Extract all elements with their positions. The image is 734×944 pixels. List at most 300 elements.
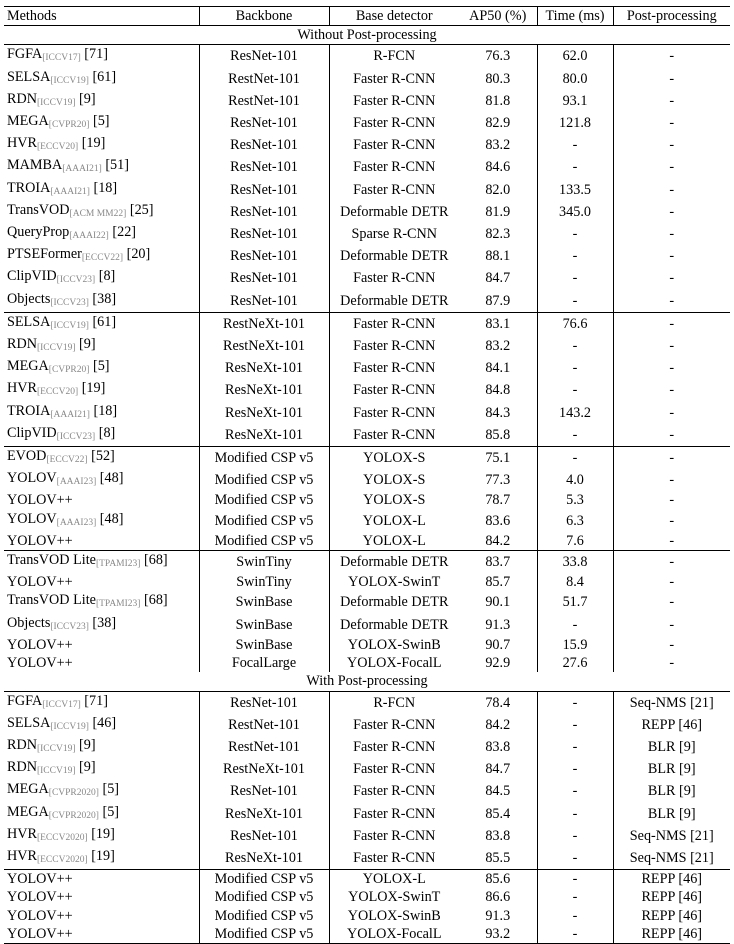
method-name: TransVOD Lite xyxy=(7,592,96,609)
method-venue: [ICCV19] xyxy=(50,320,89,331)
method-ref: [5] xyxy=(102,803,120,820)
method-cell xyxy=(4,469,199,491)
method-name: SELSA xyxy=(7,714,51,731)
ap50-cell: 75.1 xyxy=(459,447,537,470)
method-cell xyxy=(4,636,199,654)
table-row xyxy=(4,223,730,245)
method-name: HVR xyxy=(7,135,37,152)
post-processing-cell: - xyxy=(613,551,730,574)
section-title: Without Post-processing xyxy=(4,26,730,45)
backbone-cell: ResNet-101 xyxy=(199,825,329,847)
table-row xyxy=(4,312,730,335)
detector-cell: Deformable DETR xyxy=(340,616,449,633)
time-cell: 93.1 xyxy=(537,90,613,112)
detector-cell: Deformable DETR xyxy=(340,248,449,265)
time-cell: - xyxy=(537,803,613,825)
backbone-cell: Modified CSP v5 xyxy=(199,925,329,944)
backbone-cell: SwinBase xyxy=(199,636,329,654)
method-venue: [ECCV2020] xyxy=(36,832,88,843)
method-ref: [52] xyxy=(91,448,115,465)
method-cell xyxy=(4,245,199,267)
table-row xyxy=(4,45,730,68)
detector-cell: Faster R-CNN xyxy=(353,849,436,866)
detector-cell: YOLOX-S xyxy=(363,492,426,509)
method-name: YOLOV++ xyxy=(7,532,73,549)
method-ref: [38] xyxy=(92,290,117,307)
time-cell: - xyxy=(537,223,613,245)
method-ref: [5] xyxy=(92,113,110,130)
backbone-cell: RestNet-101 xyxy=(199,68,329,90)
method-venue: [ECCV22] xyxy=(81,253,124,264)
detector-cell: Faster R-CNN xyxy=(353,159,436,176)
method-venue: [TPAMI23] xyxy=(95,559,141,570)
table-row xyxy=(4,424,730,447)
method-ref: [25] xyxy=(129,201,154,218)
method-venue: [CVPR20] xyxy=(48,120,90,131)
ap50-cell: 84.6 xyxy=(459,156,537,178)
table-row xyxy=(4,925,730,944)
method-name: ClipVID xyxy=(7,424,57,441)
detector-cell: R-FCN xyxy=(373,694,416,711)
time-cell: - xyxy=(537,780,613,802)
backbone-cell: RestNet-101 xyxy=(199,714,329,736)
backbone-cell: Modified CSP v5 xyxy=(199,491,329,509)
method-cell xyxy=(4,267,199,289)
ap50-cell: 84.7 xyxy=(459,758,537,780)
detector-cell: YOLOX-L xyxy=(329,870,459,889)
method-name: MEGA xyxy=(7,803,49,820)
method-name: Objects xyxy=(7,290,51,307)
method-cell xyxy=(4,68,199,90)
method-ref: [9] xyxy=(79,336,96,353)
header-ap50: AP50 (%) xyxy=(459,7,537,26)
detector-cell: YOLOX-FocalL xyxy=(329,925,459,944)
backbone-cell: SwinTiny xyxy=(199,573,329,591)
ap50-cell: 76.3 xyxy=(459,45,537,68)
section-title: With Post-processing xyxy=(4,672,730,691)
method-venue: [ECCV20] xyxy=(36,142,79,153)
post-processing-cell: - xyxy=(669,181,675,198)
results-table xyxy=(4,6,730,944)
backbone-cell: ResNet-101 xyxy=(199,45,329,68)
method-venue: [ICCV17] xyxy=(42,699,81,710)
ap50-cell: 90.7 xyxy=(459,636,537,654)
method-venue: [CVPR20] xyxy=(48,365,90,376)
method-venue: [ECCV22] xyxy=(46,455,88,466)
method-cell xyxy=(4,90,199,112)
ap50-cell: 77.3 xyxy=(459,469,537,491)
time-cell: 121.8 xyxy=(537,112,613,134)
ap50-cell: 84.3 xyxy=(459,402,537,424)
ap50-cell: 81.8 xyxy=(459,90,537,112)
post-processing-cell: - xyxy=(613,447,730,470)
detector-cell: YOLOX-L xyxy=(362,512,426,529)
ap50-cell: 85.7 xyxy=(459,573,537,591)
time-cell: 6.3 xyxy=(537,510,613,532)
time-cell: - xyxy=(537,335,613,357)
post-processing-cell: Seq-NMS [21] xyxy=(629,694,714,711)
method-name: MEGA xyxy=(7,358,49,375)
backbone-cell: ResNet-101 xyxy=(199,245,329,267)
table-row xyxy=(4,532,730,551)
method-ref: [8] xyxy=(98,424,116,441)
backbone-cell: ResNet-101 xyxy=(199,290,329,313)
post-processing-cell: REPP [46] xyxy=(641,716,703,733)
method-cell xyxy=(4,379,199,401)
method-name: YOLOV++ xyxy=(7,871,73,888)
method-cell xyxy=(4,424,199,447)
detector-cell: Faster R-CNN xyxy=(353,270,436,287)
method-cell xyxy=(4,402,199,424)
method-name: Objects xyxy=(7,614,51,631)
ap50-cell: 85.5 xyxy=(459,847,537,870)
table-row xyxy=(4,736,730,758)
detector-cell: Faster R-CNN xyxy=(353,137,436,154)
time-cell: - xyxy=(537,357,613,379)
detector-cell: YOLOX-SwinT xyxy=(348,889,441,906)
method-name: TROIA xyxy=(7,179,51,196)
method-cell xyxy=(4,510,199,532)
detector-cell: YOLOX-S xyxy=(363,472,426,489)
detector-cell: Deformable DETR xyxy=(340,203,449,220)
method-name: QueryProp xyxy=(7,224,70,241)
method-name: MAMBA xyxy=(7,157,63,174)
method-ref: [19] xyxy=(81,380,106,397)
table-body xyxy=(4,26,730,944)
backbone-cell: Modified CSP v5 xyxy=(199,510,329,532)
method-name: TransVOD Lite xyxy=(7,552,96,569)
ap50-cell: 84.7 xyxy=(459,267,537,289)
time-cell: 27.6 xyxy=(537,654,613,672)
post-processing-cell: BLR [9] xyxy=(647,761,696,778)
method-cell xyxy=(4,312,199,335)
method-venue: [ICCV19] xyxy=(50,721,89,732)
time-cell: 143.2 xyxy=(537,402,613,424)
table-row xyxy=(4,379,730,401)
post-processing-cell: REPP [46] xyxy=(641,907,703,924)
ap50-cell: 87.9 xyxy=(459,290,537,313)
header-time: Time (ms) xyxy=(537,7,613,26)
method-venue: [ICCV17] xyxy=(42,53,81,64)
method-name: HVR xyxy=(7,380,37,397)
time-cell: - xyxy=(537,870,613,889)
time-cell: - xyxy=(537,290,613,313)
method-ref: [9] xyxy=(79,736,96,753)
backbone-cell: Modified CSP v5 xyxy=(199,532,329,551)
post-processing-cell: Seq-NMS [21] xyxy=(629,827,714,844)
detector-cell: Deformable DETR xyxy=(329,551,459,574)
detector-cell: Faster R-CNN xyxy=(329,312,459,335)
method-cell xyxy=(4,654,199,672)
post-processing-cell: - xyxy=(669,137,675,154)
time-cell: 345.0 xyxy=(537,201,613,223)
ap50-cell: 84.1 xyxy=(459,357,537,379)
post-processing-cell: - xyxy=(669,338,675,355)
method-name: RDN xyxy=(7,336,37,353)
backbone-cell: RestNeXt-101 xyxy=(199,312,329,335)
table-row xyxy=(4,758,730,780)
table-row xyxy=(4,714,730,736)
method-name: TROIA xyxy=(7,402,51,419)
table-row xyxy=(4,267,730,289)
post-processing-cell: - xyxy=(669,382,675,399)
method-name: RDN xyxy=(7,736,37,753)
method-cell xyxy=(4,532,199,551)
table-row xyxy=(4,402,730,424)
method-ref: [8] xyxy=(98,268,116,285)
method-venue: [AAAI23] xyxy=(56,517,97,528)
backbone-cell: ResNeXt-101 xyxy=(199,847,329,870)
method-name: FGFA xyxy=(7,692,43,709)
detector-cell: Faster R-CNN xyxy=(353,360,436,377)
time-cell: 7.6 xyxy=(537,532,613,551)
ap50-cell: 82.9 xyxy=(459,112,537,134)
method-ref: [68] xyxy=(144,592,168,609)
method-venue: [ACM MM22] xyxy=(69,208,127,219)
method-name: TransVOD xyxy=(7,201,70,218)
method-ref: [5] xyxy=(102,781,120,798)
table-row xyxy=(4,551,730,574)
method-cell xyxy=(4,335,199,357)
header-post-processing: Post-processing xyxy=(613,7,730,26)
time-cell: 15.9 xyxy=(537,636,613,654)
table-row xyxy=(4,510,730,532)
method-ref: [19] xyxy=(91,847,115,864)
table-row xyxy=(4,68,730,90)
method-venue: [AAAI21] xyxy=(62,164,102,175)
method-name: RDN xyxy=(7,90,37,107)
time-cell: - xyxy=(537,736,613,758)
detector-cell: Faster R-CNN xyxy=(353,426,436,443)
method-ref: [68] xyxy=(144,552,168,569)
ap50-cell: 86.6 xyxy=(459,888,537,906)
ap50-cell: 92.9 xyxy=(459,654,537,672)
table-row xyxy=(4,245,730,267)
backbone-cell: FocalLarge xyxy=(199,654,329,672)
header-row xyxy=(4,7,730,26)
time-cell: - xyxy=(537,888,613,906)
method-cell xyxy=(4,156,199,178)
method-ref: [38] xyxy=(92,614,117,631)
method-name: YOLOV++ xyxy=(7,925,73,942)
method-ref: [18] xyxy=(93,402,118,419)
backbone-cell: Modified CSP v5 xyxy=(199,907,329,925)
time-cell: - xyxy=(537,134,613,156)
ap50-cell: 93.2 xyxy=(459,925,537,944)
time-cell: 133.5 xyxy=(537,179,613,201)
detector-cell: Faster R-CNN xyxy=(353,70,436,87)
ap50-cell: 83.1 xyxy=(459,312,537,335)
method-cell xyxy=(4,45,199,68)
time-cell: 76.6 xyxy=(537,312,613,335)
detector-cell: Faster R-CNN xyxy=(353,115,436,132)
method-cell xyxy=(4,112,199,134)
post-processing-cell: REPP [46] xyxy=(613,925,730,944)
time-cell: - xyxy=(537,424,613,447)
ap50-cell: 84.5 xyxy=(459,780,537,802)
method-cell xyxy=(4,803,199,825)
detector-cell: Faster R-CNN xyxy=(353,181,436,198)
table-row xyxy=(4,335,730,357)
ap50-cell: 83.2 xyxy=(459,134,537,156)
method-ref: [48] xyxy=(99,470,124,487)
backbone-cell: ResNet-101 xyxy=(199,156,329,178)
backbone-cell: ResNeXt-101 xyxy=(199,379,329,401)
backbone-cell: RestNeXt-101 xyxy=(199,758,329,780)
method-name: YOLOV xyxy=(7,510,57,527)
table-row xyxy=(4,803,730,825)
ap50-cell: 82.0 xyxy=(459,179,537,201)
detector-cell: Faster R-CNN xyxy=(353,716,436,733)
time-cell: - xyxy=(537,379,613,401)
post-processing-cell: - xyxy=(669,292,675,309)
method-name: FGFA xyxy=(7,46,43,63)
method-ref: [19] xyxy=(91,825,115,842)
time-cell: - xyxy=(537,925,613,944)
method-venue: [AAAI22] xyxy=(69,231,109,242)
post-processing-cell: - xyxy=(669,48,675,65)
backbone-cell: ResNeXt-101 xyxy=(199,402,329,424)
method-name: RDN xyxy=(7,759,37,776)
method-cell xyxy=(4,714,199,736)
detector-cell: YOLOX-SwinB xyxy=(347,636,441,653)
post-processing-cell: - xyxy=(669,574,675,591)
table-row xyxy=(4,447,730,470)
method-venue: [ICCV23] xyxy=(56,275,96,286)
backbone-cell: SwinBase xyxy=(199,614,329,636)
ap50-cell: 85.8 xyxy=(459,424,537,447)
method-venue: [CVPR2020] xyxy=(48,788,99,799)
method-venue: [ICCV19] xyxy=(36,743,76,754)
time-cell: - xyxy=(537,907,613,925)
post-processing-cell: - xyxy=(669,92,675,109)
post-processing-cell: - xyxy=(669,270,675,287)
method-venue: [ICCV19] xyxy=(36,343,76,354)
ap50-cell: 84.2 xyxy=(459,714,537,736)
detector-cell: R-FCN xyxy=(373,48,416,65)
method-cell xyxy=(4,491,199,509)
ap50-cell: 82.3 xyxy=(459,223,537,245)
detector-cell: Faster R-CNN xyxy=(353,382,436,399)
ap50-cell: 78.4 xyxy=(459,691,537,714)
method-cell xyxy=(4,870,199,889)
method-venue: [ICCV19] xyxy=(50,75,89,86)
ap50-cell: 83.7 xyxy=(459,551,537,574)
post-processing-cell: - xyxy=(669,472,675,489)
method-ref: [48] xyxy=(99,510,124,527)
table-row xyxy=(4,491,730,509)
backbone-cell: RestNet-101 xyxy=(199,736,329,758)
backbone-cell: RestNeXt-101 xyxy=(199,335,329,357)
table-row xyxy=(4,825,730,847)
method-name: MEGA xyxy=(7,113,49,130)
detector-cell: YOLOX-L xyxy=(362,532,426,549)
method-cell xyxy=(4,614,199,636)
backbone-cell: Modified CSP v5 xyxy=(199,447,329,470)
backbone-cell: ResNet-101 xyxy=(199,112,329,134)
method-venue: [ECCV2020] xyxy=(36,854,88,865)
ap50-cell: 83.8 xyxy=(459,736,537,758)
post-processing-cell: BLR [9] xyxy=(647,783,696,800)
method-venue: [ICCV19] xyxy=(36,766,76,777)
header-base-detector: Base detector xyxy=(329,7,459,26)
backbone-cell: RestNet-101 xyxy=(199,90,329,112)
detector-cell: Faster R-CNN xyxy=(353,338,436,355)
time-cell: 8.4 xyxy=(537,573,613,591)
ap50-cell: 80.3 xyxy=(459,68,537,90)
ap50-cell: 83.2 xyxy=(459,335,537,357)
backbone-cell: ResNet-101 xyxy=(199,201,329,223)
post-processing-cell: - xyxy=(669,426,675,443)
detector-cell: Faster R-CNN xyxy=(353,92,436,109)
method-cell xyxy=(4,736,199,758)
ap50-cell: 84.2 xyxy=(459,532,537,551)
detector-cell: YOLOX-S xyxy=(329,447,459,470)
method-cell xyxy=(4,357,199,379)
method-ref: [5] xyxy=(92,358,110,375)
method-ref: [22] xyxy=(112,224,137,241)
post-processing-cell: - xyxy=(669,404,675,421)
time-cell: 62.0 xyxy=(537,45,613,68)
table-row xyxy=(4,591,730,613)
backbone-cell: ResNeXt-101 xyxy=(199,803,329,825)
method-cell xyxy=(4,780,199,802)
ap50-cell: 83.6 xyxy=(459,510,537,532)
post-processing-cell: - xyxy=(669,70,675,87)
backbone-cell: ResNeXt-101 xyxy=(199,357,329,379)
table-row xyxy=(4,112,730,134)
method-cell xyxy=(4,758,199,780)
backbone-cell: ResNet-101 xyxy=(199,179,329,201)
ap50-cell: 91.3 xyxy=(459,907,537,925)
table-row xyxy=(4,888,730,906)
method-cell xyxy=(4,825,199,847)
method-cell xyxy=(4,134,199,156)
detector-cell: YOLOX-SwinB xyxy=(347,907,441,924)
section-row xyxy=(4,672,730,691)
ap50-cell: 83.8 xyxy=(459,825,537,847)
ap50-cell: 85.4 xyxy=(459,803,537,825)
method-venue: [ICCV23] xyxy=(50,621,89,632)
table-row xyxy=(4,290,730,313)
post-processing-cell: - xyxy=(669,492,675,509)
method-ref: [20] xyxy=(126,246,151,263)
table-row xyxy=(4,90,730,112)
table-row xyxy=(4,691,730,714)
method-ref: [18] xyxy=(93,179,118,196)
time-cell: - xyxy=(537,758,613,780)
post-processing-cell: - xyxy=(669,636,675,653)
method-name: SELSA xyxy=(7,313,51,330)
table-row xyxy=(4,573,730,591)
post-processing-cell: - xyxy=(613,312,730,335)
header-backbone: Backbone xyxy=(199,7,329,26)
backbone-cell: ResNet-101 xyxy=(199,134,329,156)
backbone-cell: ResNet-101 xyxy=(199,780,329,802)
time-cell: 80.0 xyxy=(537,68,613,90)
detector-cell: Faster R-CNN xyxy=(353,761,436,778)
method-cell xyxy=(4,179,199,201)
method-name: YOLOV++ xyxy=(7,655,73,672)
post-processing-cell: Seq-NMS [21] xyxy=(629,849,714,866)
method-name: YOLOV xyxy=(7,470,57,487)
method-ref: [71] xyxy=(84,46,108,63)
table-row xyxy=(4,156,730,178)
method-venue: [ICCV23] xyxy=(56,431,96,442)
detector-cell: Faster R-CNN xyxy=(353,827,436,844)
table-row xyxy=(4,614,730,636)
time-cell: - xyxy=(537,245,613,267)
